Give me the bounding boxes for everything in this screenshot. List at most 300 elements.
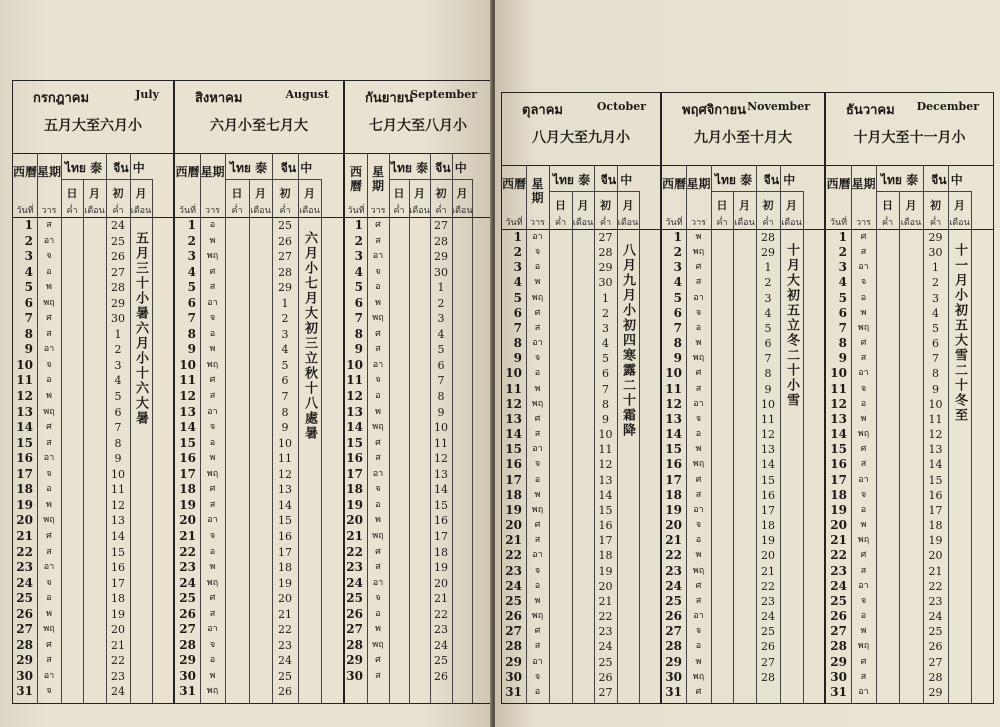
col-thai-day: 日 [393, 187, 405, 200]
chinese-day: 1 [281, 296, 289, 310]
western-day: 18 [665, 487, 682, 502]
month-chinese-range: 六月小至七月大 [210, 118, 308, 134]
chinese-day: 2 [602, 306, 609, 320]
weekday-cell: จ [209, 639, 216, 650]
day-row [345, 546, 491, 560]
col-western: 西曆 [13, 165, 38, 179]
chinese-day: 11 [598, 443, 613, 457]
western-day: 31 [505, 684, 522, 699]
western-day: 5 [24, 280, 33, 295]
chinese-day: 23 [928, 594, 943, 608]
weekday-cell: ส [375, 344, 381, 355]
chinese-day: 25 [761, 625, 775, 639]
weekday-cell: พฤ [857, 535, 870, 546]
western-day: 8 [24, 326, 33, 341]
weekday-cell: พ [46, 391, 52, 402]
chinese-day: 3 [932, 291, 939, 305]
chinese-day: 1 [932, 261, 939, 275]
weekday-cell: พ [209, 453, 216, 464]
chinese-day: 26 [598, 670, 613, 684]
weekday-cell: ศ [860, 444, 867, 455]
western-day: 15 [505, 442, 522, 457]
western-day: 19 [179, 497, 196, 512]
western-day: 6 [838, 305, 847, 320]
chinese-month-note: 五月三十小暑六月小十六大暑 [133, 231, 148, 426]
western-day: 1 [673, 230, 682, 244]
weekday-cell: พฤ [43, 515, 55, 526]
weekday-cell: อา [858, 262, 869, 273]
western-day: 2 [24, 233, 33, 248]
weekday-cell: พฤ [206, 577, 219, 588]
chinese-day: 29 [761, 246, 775, 260]
col-chinese-day-sub: ค่ำ [279, 206, 291, 216]
chinese-day: 28 [111, 281, 125, 295]
chinese-day: 4 [281, 343, 289, 357]
weekday-cell: ศ [46, 313, 52, 324]
col-thai-month: 月 [905, 199, 917, 212]
chinese-day: 5 [437, 343, 445, 357]
day-row [345, 623, 491, 637]
chinese-day: 22 [928, 579, 943, 593]
header-divider [272, 179, 321, 180]
weekday-cell: พฤ [531, 504, 544, 515]
chinese-day: 23 [278, 638, 292, 652]
western-day: 7 [354, 311, 363, 326]
western-day: 2 [838, 245, 847, 260]
chinese-day: 23 [598, 625, 613, 639]
col-western-sub: วันที่ [505, 218, 523, 228]
chinese-day: 11 [434, 436, 448, 450]
western-day: 3 [24, 249, 33, 264]
western-day: 4 [673, 275, 682, 290]
western-day: 28 [830, 639, 847, 654]
chinese-day: 9 [114, 452, 122, 466]
weekday-cell: ศ [375, 220, 381, 230]
chinese-day: 28 [761, 670, 775, 684]
western-day: 29 [346, 653, 363, 668]
weekday-cell: พ [209, 344, 216, 355]
western-day: 9 [838, 351, 847, 366]
western-day: 21 [505, 533, 522, 548]
weekday-cell: อ [46, 266, 52, 277]
western-day: 16 [505, 457, 522, 472]
header-divider [549, 191, 594, 192]
weekday-cell: อา [532, 550, 543, 561]
chinese-day: 21 [434, 592, 448, 606]
chinese-day: 30 [434, 265, 448, 279]
weekday-cell: อา [43, 344, 55, 355]
weekday-cell: อ [534, 686, 541, 697]
chinese-day: 16 [598, 519, 613, 533]
western-day: 20 [665, 518, 682, 533]
western-day: 17 [665, 472, 682, 487]
weekday-cell: พ [695, 550, 702, 561]
chinese-day: 15 [434, 498, 448, 512]
chinese-day: 28 [761, 231, 775, 244]
weekday-cell: อา [372, 359, 384, 370]
chinese-day: 1 [764, 261, 772, 275]
day-row [345, 577, 491, 591]
chinese-day: 28 [598, 246, 613, 260]
month-table [12, 80, 174, 704]
col-thai: ไทย 泰 [229, 161, 268, 175]
chinese-day: 27 [928, 655, 943, 669]
weekday-cell: อ [860, 504, 867, 515]
chinese-day: 19 [598, 564, 613, 578]
weekday-cell: จ [46, 251, 52, 262]
weekday-cell: อ [860, 611, 867, 622]
chinese-day: 2 [932, 276, 939, 290]
western-day: 24 [505, 578, 522, 593]
western-day: 26 [830, 609, 847, 624]
weekday-cell: ศ [375, 546, 381, 557]
day-row [175, 685, 343, 699]
weekday-cell: ส [695, 595, 702, 606]
col-weekday-sub: วาร [370, 206, 386, 216]
chinese-day: 29 [928, 231, 943, 244]
weekday-cell: พ [534, 277, 541, 288]
chinese-day: 14 [928, 458, 943, 472]
col-thai: ไทย 泰 [390, 161, 429, 175]
weekday-cell: อา [693, 504, 704, 515]
chinese-day: 17 [761, 503, 775, 517]
weekday-cell: ส [695, 277, 702, 288]
month-header [13, 81, 173, 154]
weekday-cell: ส [860, 565, 867, 576]
col-weekday: 星期 [37, 165, 62, 179]
col-western: 西曆 [662, 177, 687, 191]
western-day: 15 [665, 442, 682, 457]
chinese-day: 20 [761, 549, 775, 563]
western-day: 27 [505, 624, 522, 639]
western-day: 21 [665, 533, 682, 548]
western-day: 6 [187, 295, 196, 310]
month-thai-name: สิงหาคม [195, 91, 243, 106]
western-day: 14 [16, 420, 33, 435]
western-day: 20 [16, 513, 33, 528]
weekday-cell: จ [860, 489, 867, 500]
western-day: 27 [830, 624, 847, 639]
col-thai-day: 日 [555, 199, 566, 212]
western-day: 21 [346, 528, 363, 543]
chinese-day: 20 [111, 623, 125, 637]
weekday-cell: พฤ [692, 459, 705, 470]
chinese-day: 19 [434, 561, 448, 575]
weekday-cell: อ [375, 608, 381, 619]
weekday-cell: ศ [534, 413, 541, 424]
chinese-day: 7 [281, 390, 289, 404]
header-bottom-line [826, 229, 993, 230]
western-day: 13 [346, 404, 363, 419]
month-english-name: September [410, 88, 477, 101]
weekday-cell: พฤ [206, 251, 219, 262]
chinese-day: 4 [114, 374, 122, 388]
western-day: 3 [673, 260, 682, 275]
chinese-day: 18 [928, 519, 943, 533]
col-thai-day-sub: ค่ำ [716, 218, 728, 228]
col-weekday-sub: วาร [691, 218, 706, 228]
col-thai-day-sub: ค่ำ [554, 218, 567, 228]
col-western: 西曆 [349, 165, 362, 193]
col-western-sub: วันที่ [16, 206, 34, 216]
month-thai-name: พฤศจิกายน [682, 103, 746, 118]
weekday-cell: พฤ [857, 641, 870, 652]
weekday-cell: จ [209, 313, 216, 324]
western-day: 27 [16, 622, 33, 637]
western-day: 11 [665, 381, 682, 396]
weekday-cell: พ [375, 406, 381, 417]
chinese-day: 24 [111, 219, 125, 232]
western-day: 28 [665, 639, 682, 654]
western-day: 5 [513, 290, 522, 305]
chinese-day: 2 [114, 343, 122, 357]
western-day: 30 [16, 668, 33, 683]
chinese-day: 10 [928, 397, 943, 411]
western-day: 30 [179, 668, 196, 683]
chinese-day: 16 [111, 561, 125, 575]
western-day: 15 [830, 442, 847, 457]
chinese-day: 9 [602, 412, 609, 426]
day-row [345, 452, 491, 466]
col-chinese-month: 月 [622, 199, 634, 212]
col-western-sub: วันที่ [665, 218, 683, 228]
day-row [345, 654, 491, 668]
col-weekday-sub: วาร [856, 218, 871, 228]
western-day: 19 [16, 497, 33, 512]
western-day: 17 [179, 466, 196, 481]
western-day: 30 [505, 669, 522, 684]
western-day: 16 [665, 457, 682, 472]
header-divider [876, 191, 923, 192]
weekday-cell: ศ [860, 550, 867, 561]
month-table [174, 80, 344, 704]
weekday-cell: ส [534, 535, 541, 546]
western-day: 15 [179, 435, 196, 450]
western-day: 21 [830, 533, 847, 548]
chinese-day: 11 [928, 412, 943, 426]
col-weekday: 星期 [851, 177, 876, 191]
weekday-cell: พ [46, 499, 52, 510]
header-divider [61, 179, 106, 180]
chinese-day: 12 [928, 428, 943, 442]
header-bottom-line [13, 217, 173, 218]
chinese-day: 25 [111, 234, 125, 248]
western-day: 30 [346, 668, 363, 683]
chinese-day: 14 [111, 529, 125, 543]
weekday-cell: ศ [534, 307, 541, 318]
western-day: 26 [505, 609, 522, 624]
col-western: 西曆 [175, 165, 200, 179]
weekday-cell: พ [534, 489, 541, 500]
western-day: 28 [179, 637, 196, 652]
western-day: 25 [179, 591, 196, 606]
chinese-day: 5 [281, 358, 289, 372]
western-day: 24 [16, 575, 33, 590]
col-chinese-day: 初 [435, 187, 447, 200]
weekday-cell: พ [860, 520, 867, 531]
western-day: 27 [346, 622, 363, 637]
col-chinese: จีน 中 [763, 173, 796, 187]
western-day: 13 [505, 411, 522, 426]
weekday-cell: ส [860, 353, 867, 364]
western-day: 12 [830, 396, 847, 411]
header-bottom-line [345, 217, 491, 218]
western-day: 23 [665, 563, 682, 578]
day-row [345, 250, 491, 264]
weekday-cell: อา [43, 453, 55, 464]
western-day: 1 [838, 230, 847, 244]
western-day: 24 [665, 578, 682, 593]
chinese-day: 16 [278, 529, 292, 543]
chinese-day: 14 [598, 488, 613, 502]
western-day: 22 [179, 544, 196, 559]
weekday-cell: พฤ [206, 686, 219, 697]
weekday-cell: ศ [695, 580, 702, 591]
western-day: 13 [16, 404, 33, 419]
day-row [345, 499, 491, 513]
header-bottom-line [175, 217, 343, 218]
chinese-day: 3 [602, 321, 609, 335]
day-row [345, 406, 491, 420]
weekday-cell: พฤ [206, 468, 219, 479]
chinese-day: 6 [281, 374, 289, 388]
chinese-day: 19 [278, 576, 292, 590]
col-chinese-month-sub: เดือน [617, 218, 639, 228]
weekday-cell: จ [695, 307, 702, 318]
col-chinese: จีน 中 [435, 161, 467, 175]
western-day: 12 [346, 389, 363, 404]
chinese-day: 26 [111, 250, 125, 264]
month-thai-name: ธันวาคม [846, 103, 895, 118]
weekday-cell: อ [46, 375, 52, 386]
day-row [345, 670, 491, 684]
chinese-day: 5 [114, 390, 122, 404]
weekday-cell: จ [695, 520, 702, 531]
weekday-cell: จ [860, 277, 867, 288]
weekday-cell: จ [534, 671, 541, 682]
month-english-name: December [916, 100, 979, 113]
western-day: 4 [354, 264, 363, 279]
chinese-day: 10 [761, 397, 775, 411]
chinese-day: 23 [111, 669, 125, 683]
col-thai-month: 月 [255, 187, 266, 200]
chinese-day: 9 [932, 382, 939, 396]
western-day: 20 [346, 513, 363, 528]
day-row [345, 514, 491, 528]
day-row [662, 686, 824, 700]
weekday-cell: ศ [534, 520, 541, 531]
weekday-cell: อ [209, 437, 216, 448]
western-day: 11 [505, 381, 522, 396]
chinese-day: 22 [111, 654, 125, 668]
western-day: 5 [354, 280, 363, 295]
weekday-cell: จ [534, 247, 541, 258]
chinese-day: 18 [278, 561, 292, 575]
chinese-day: 20 [928, 549, 943, 563]
chinese-day: 24 [111, 685, 125, 699]
month-english-name: October [596, 100, 646, 113]
weekday-cell: อา [858, 580, 869, 591]
western-day: 13 [830, 411, 847, 426]
western-day: 14 [665, 427, 682, 442]
col-chinese-day-sub: ค่ำ [762, 218, 774, 228]
weekday-cell: อา [207, 297, 218, 308]
month-header [175, 81, 343, 154]
weekday-cell: อา [372, 468, 384, 479]
weekday-cell: อ [209, 546, 216, 557]
weekday-cell: จ [375, 375, 381, 386]
weekday-cell: พ [209, 670, 216, 681]
western-day: 7 [513, 320, 522, 335]
weekday-cell: จ [860, 595, 867, 606]
chinese-day: 5 [602, 352, 609, 366]
month-english-name: July [135, 88, 159, 101]
chinese-day: 12 [761, 428, 775, 442]
chinese-day: 20 [434, 576, 448, 590]
western-day: 6 [354, 295, 363, 310]
chinese-day: 10 [598, 428, 613, 442]
weekday-cell: ศ [860, 338, 867, 349]
chinese-day: 3 [437, 312, 445, 326]
western-day: 12 [665, 396, 682, 411]
weekday-cell: อา [372, 577, 384, 588]
western-day: 17 [346, 466, 363, 481]
western-day: 29 [179, 653, 196, 668]
weekday-cell: อ [695, 322, 702, 333]
western-day: 3 [513, 260, 522, 275]
header-divider [430, 179, 472, 180]
western-day: 23 [346, 560, 363, 575]
day-row [345, 530, 491, 544]
chinese-day: 14 [761, 458, 775, 472]
western-day: 8 [513, 336, 522, 351]
weekday-cell: จ [46, 359, 52, 370]
weekday-cell: จ [534, 353, 541, 364]
western-day: 3 [838, 260, 847, 275]
chinese-day: 24 [278, 654, 292, 668]
weekday-cell: จ [375, 266, 381, 277]
western-day: 24 [830, 578, 847, 593]
western-day: 11 [179, 373, 196, 388]
western-day: 13 [665, 411, 682, 426]
col-weekday: 星期 [686, 177, 711, 191]
weekday-cell: อา [207, 515, 218, 526]
month-header [345, 81, 491, 154]
chinese-day: 12 [598, 458, 613, 472]
weekday-cell: จ [860, 383, 867, 394]
weekday-cell: ส [534, 322, 541, 333]
chinese-day: 20 [598, 579, 613, 593]
western-day: 31 [830, 684, 847, 699]
western-day: 9 [24, 342, 33, 357]
month-thai-name: ตุลาคม [522, 103, 563, 118]
western-day: 20 [505, 518, 522, 533]
weekday-cell: อ [534, 474, 541, 485]
western-day: 1 [24, 218, 33, 232]
western-day: 16 [16, 451, 33, 466]
month-thai-name: กันยายน [365, 91, 414, 106]
weekday-cell: จ [534, 565, 541, 576]
day-row [345, 608, 491, 622]
weekday-cell: พฤ [692, 565, 705, 576]
chinese-day: 27 [598, 685, 613, 699]
month-header [826, 93, 993, 166]
western-day: 18 [346, 482, 363, 497]
western-day: 18 [830, 487, 847, 502]
weekday-cell: อา [43, 562, 55, 573]
western-day: 6 [24, 295, 33, 310]
chinese-day: 18 [111, 592, 125, 606]
